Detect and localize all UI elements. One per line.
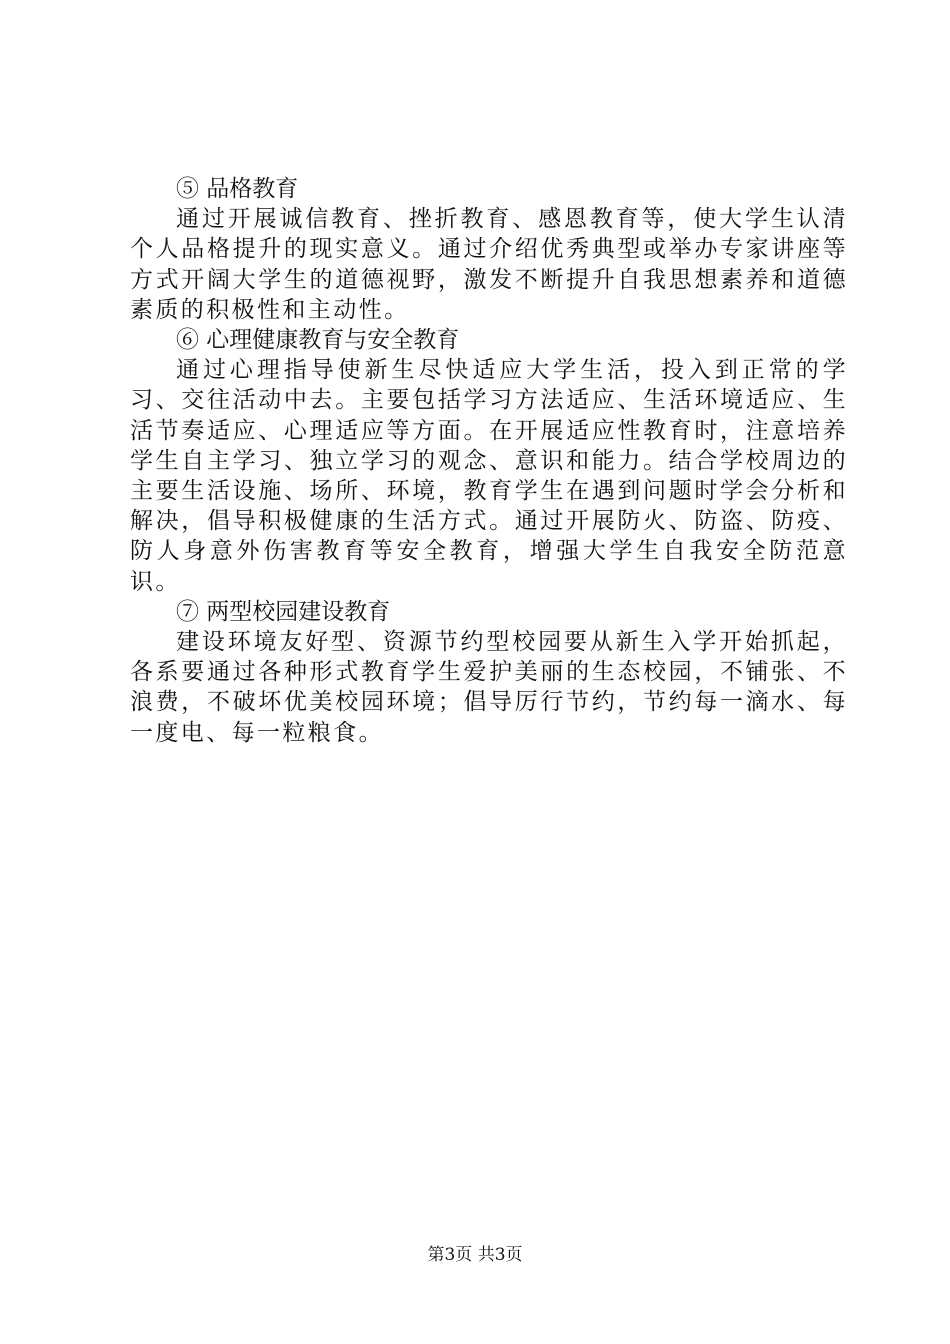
section-heading-two-type-campus: ⑦ 两型校园建设教育 xyxy=(176,598,391,625)
document-body xyxy=(130,174,848,748)
section-body-two-type-campus: 建设环境友好型、资源节约型校园要从新生入学开始抓起，各系要通过各种形式教育学生爱护美丽的生态校园，不铺张、不浪费，不破坏优美校园环境；倡导厉行节约，节约每一滴水、每一度电、每一粒粮食。 xyxy=(130,629,848,746)
page-number: 第3页 共3页 xyxy=(427,1245,523,1265)
section-body-character-education: 通过开展诚信教育、挫折教育、感恩教育等，使大学生认清个人品格提升的现实意义。通过介绍优秀典型或举办专家讲座等方式开阔大学生的道德视野，激发不断提升自我思想素养和道德素质的积极性和主动性。 xyxy=(130,206,848,323)
section-heading-mental-health-safety: ⑥ 心理健康教育与安全教育 xyxy=(176,327,460,354)
page-footer xyxy=(0,1240,950,1265)
section-heading-character-education: ⑤ 品格教育 xyxy=(176,176,299,202)
section-body-mental-health-safety: 通过心理指导使新生尽快适应大学生活，投入到正常的学习、交往活动中去。主要包括学习方法适应、生活环境适应、生活节奏适应、心理适应等方面。在开展适应性教育时，注意培养学生自主学习、独立学习的观念、意识和能力。结合学校周边的主要生活设施、场所、环境，教育学生在遇到问题时学会分析和解决，倡导积极健康的生活方式。通过开展防火、防盗、防疫、防人身意外伤害教育等安全教育，增强大学生自我安全防范意识。 xyxy=(130,357,848,595)
